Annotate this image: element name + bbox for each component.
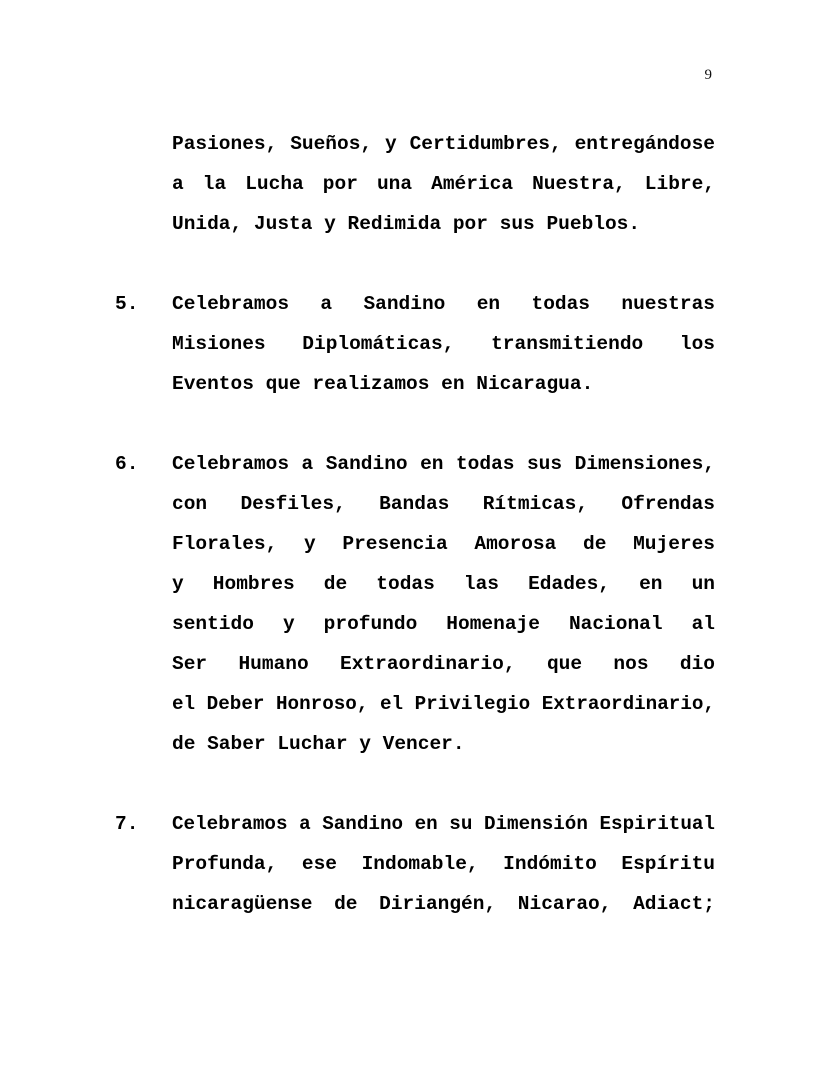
list-item-line: con Desfiles, Bandas Rítmicas, Ofrendas	[172, 493, 715, 515]
list-item-number: 7.	[115, 813, 139, 835]
list-item-line: Florales, y Presencia Amorosa de Mujeres	[172, 533, 715, 555]
list-item-line: y Hombres de todas las Edades, en un	[172, 573, 715, 595]
paragraph-line: Pasiones, Sueños, y Certidumbres, entregándose	[172, 133, 715, 155]
list-item-line: Misiones Diplomáticas, transmitiendo los	[172, 333, 715, 355]
list-item-number: 5.	[115, 293, 139, 315]
list-item-line: Ser Humano Extraordinario, que nos dio	[172, 653, 715, 675]
continuation-paragraph	[172, 124, 715, 244]
document-body	[115, 124, 715, 924]
list-item-6	[115, 444, 715, 764]
list-item-line: nicaragüense de Diriangén, Nicarao, Adiact;	[172, 893, 715, 915]
list-item-7	[115, 804, 715, 924]
list-item-line: de Saber Luchar y Vencer.	[172, 733, 465, 755]
list-item-line: Eventos que realizamos en Nicaragua.	[172, 373, 594, 395]
list-item-line: sentido y profundo Homenaje Nacional al	[172, 613, 715, 635]
page-number: 9	[704, 67, 712, 83]
list-item-line: el Deber Honroso, el Privilegio Extraordinario,	[172, 693, 715, 715]
list-item-line: Celebramos a Sandino en todas sus Dimensiones,	[172, 453, 715, 475]
list-item-line: Celebramos a Sandino en su Dimensión Espiritual	[172, 813, 715, 835]
paragraph-gap	[115, 764, 715, 804]
list-item-line: Celebramos a Sandino en todas nuestras	[172, 293, 715, 315]
list-item-5	[115, 284, 715, 404]
paragraph-gap	[115, 244, 715, 284]
list-item-number: 6.	[115, 453, 139, 475]
paragraph-line: a la Lucha por una América Nuestra, Libre,	[172, 173, 715, 195]
list-item-line: Profunda, ese Indomable, Indómito Espíritu	[172, 853, 715, 875]
paragraph-line: Unida, Justa y Redimida por sus Pueblos.	[172, 213, 641, 235]
paragraph-gap	[115, 404, 715, 444]
